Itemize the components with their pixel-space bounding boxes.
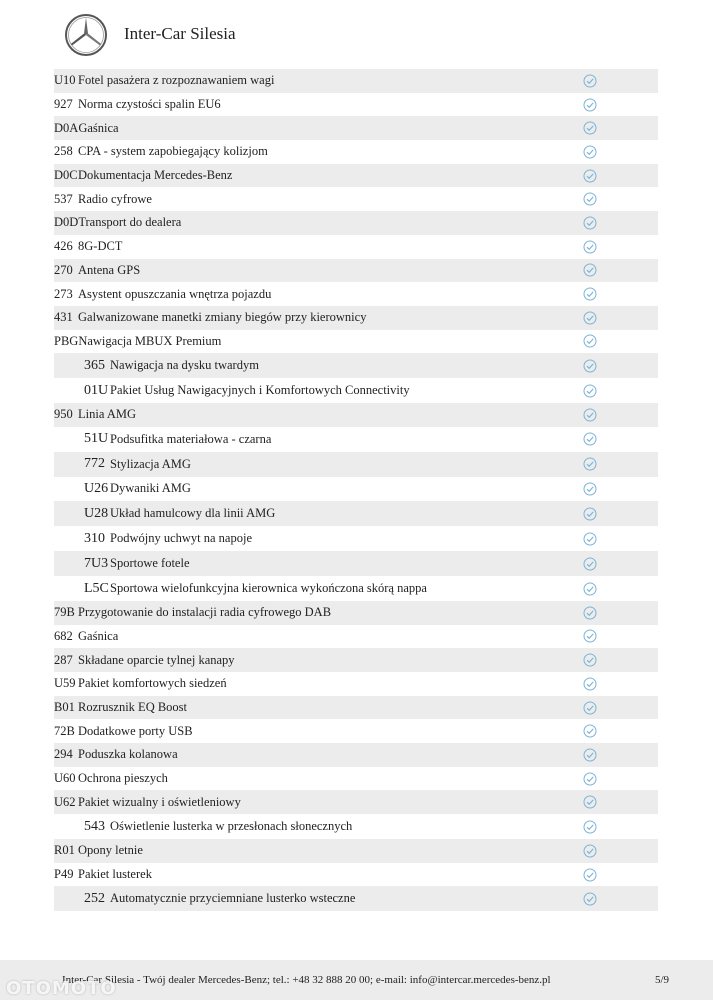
page-header: [0, 0, 713, 68]
option-code: 682: [54, 628, 73, 643]
option-code: 51U: [84, 431, 109, 447]
check-circle-icon: [583, 532, 597, 546]
check-circle-icon: [583, 334, 597, 348]
list-item: [54, 164, 658, 188]
option-label: Sportowe fotele: [110, 556, 190, 571]
option-code: 426: [54, 239, 73, 254]
check-circle-icon: [583, 263, 597, 277]
check-circle-icon: [583, 311, 597, 325]
option-label: Norma czystości spalin EU6: [78, 97, 221, 112]
option-label: Oświetlenie lusterka w przesłonach słonecznych: [110, 819, 353, 834]
list-item: [54, 886, 658, 911]
option-code: U60: [54, 771, 76, 786]
option-label: Podwójny uchwyt na napoje: [110, 531, 252, 546]
check-circle-icon: [583, 192, 597, 206]
list-item: [54, 814, 658, 839]
option-label: Linia AMG: [78, 407, 136, 422]
option-label: Transport do dealera: [78, 215, 182, 230]
list-item: [54, 282, 658, 306]
list-item: [54, 576, 658, 601]
option-code: U62: [54, 794, 76, 809]
option-code: 270: [54, 262, 73, 277]
list-item: [54, 211, 658, 235]
option-label: Dokumentacja Mercedes-Benz: [78, 168, 233, 183]
option-label: CPA - system zapobiegający kolizjom: [78, 144, 268, 159]
option-label: Podsufitka materiałowa - czarna: [110, 431, 272, 446]
option-label: Gaśnica: [78, 120, 119, 135]
option-code: D0C: [54, 168, 78, 183]
option-code: 258: [54, 144, 73, 159]
list-item: [54, 427, 658, 452]
option-label: Pakiet Usług Nawigacyjnych i Komfortowych Connectivity: [110, 383, 410, 398]
list-item: [54, 187, 658, 211]
option-label: Rozrusznik EQ Boost: [78, 700, 188, 715]
option-label: Fotel pasażera z rozpoznawaniem wagi: [78, 73, 275, 88]
list-item: [54, 378, 658, 403]
check-circle-icon: [583, 748, 597, 762]
list-item: [54, 551, 658, 576]
option-code: 365: [84, 357, 105, 373]
check-circle-icon: [583, 169, 597, 183]
option-code: PBG: [54, 333, 79, 348]
option-code: 287: [54, 652, 73, 667]
list-item: [54, 501, 658, 526]
check-circle-icon: [583, 820, 597, 834]
option-code: U10: [54, 73, 76, 88]
option-label: Nawigacja MBUX Premium: [78, 333, 222, 348]
option-code: D0D: [54, 215, 79, 230]
option-code: 01U: [84, 382, 109, 398]
check-circle-icon: [583, 844, 597, 858]
check-circle-icon: [583, 240, 597, 254]
check-circle-icon: [583, 677, 597, 691]
option-code: 950: [54, 407, 73, 422]
list-item: [54, 93, 658, 117]
option-code: 294: [54, 747, 73, 762]
check-circle-icon: [583, 408, 597, 422]
option-code: U59: [54, 676, 76, 691]
option-label: Układ hamulcowy dla linii AMG: [110, 506, 276, 521]
list-item: [54, 863, 658, 887]
option-code: L5C: [84, 580, 109, 596]
option-code: R01: [54, 843, 75, 858]
list-item: [54, 140, 658, 164]
option-code: 72B: [54, 723, 75, 738]
option-label: Pakiet komfortowych siedzeń: [78, 676, 227, 691]
watermark-logo: OTOMOTO: [6, 978, 117, 999]
option-code: 79B: [54, 605, 75, 620]
list-item: [54, 719, 658, 743]
list-item: [54, 353, 658, 378]
list-item: [54, 625, 658, 649]
check-circle-icon: [583, 868, 597, 882]
check-circle-icon: [583, 359, 597, 373]
check-circle-icon: [583, 145, 597, 159]
option-label: Radio cyfrowe: [78, 191, 152, 206]
check-circle-icon: [583, 384, 597, 398]
option-label: Automatycznie przyciemniane lusterko wsteczne: [110, 891, 356, 906]
list-item: [54, 69, 658, 93]
check-circle-icon: [583, 432, 597, 446]
option-code: D0A: [54, 120, 79, 135]
check-circle-icon: [583, 724, 597, 738]
page-number: 5/9: [654, 974, 669, 986]
list-item: [54, 767, 658, 791]
check-circle-icon: [583, 457, 597, 471]
check-circle-icon: [583, 98, 597, 112]
check-circle-icon: [583, 606, 597, 620]
equipment-list: [54, 69, 658, 911]
list-item: [54, 648, 658, 672]
option-code: 543: [84, 818, 105, 834]
option-code: P49: [54, 867, 74, 882]
option-label: Ochrona pieszych: [78, 771, 168, 786]
list-item: [54, 116, 658, 140]
option-code: 7U3: [84, 555, 109, 571]
list-item: [54, 259, 658, 283]
list-item: [54, 696, 658, 720]
option-label: Stylizacja AMG: [110, 456, 191, 471]
check-circle-icon: [583, 701, 597, 715]
option-label: Pakiet wizualny i oświetleniowy: [78, 794, 241, 809]
option-code: 537: [54, 191, 73, 206]
option-code: 252: [84, 890, 105, 906]
list-item: [54, 672, 658, 696]
option-label: Dodatkowe porty USB: [78, 723, 193, 738]
list-item: [54, 477, 658, 502]
check-circle-icon: [583, 74, 597, 88]
dealer-name: Inter-Car Silesia: [124, 24, 236, 43]
option-label: Składane oparcie tylnej kanapy: [78, 652, 235, 667]
footer-contact: Inter-Car Silesia - Twój dealer Mercedes-Benz; tel.: +48 32 888 20 00; e-mail: info@intercar.mercedes-benz.pl: [62, 974, 551, 986]
option-code: B01: [54, 700, 75, 715]
option-code: U26: [84, 480, 109, 496]
option-code: 310: [84, 530, 105, 546]
list-item: [54, 839, 658, 863]
mercedes-star-icon: [64, 13, 108, 57]
option-label: Sportowa wielofunkcyjna kierownica wykończona skórą nappa: [110, 581, 427, 595]
check-circle-icon: [583, 121, 597, 135]
list-item: [54, 306, 658, 330]
list-item: [54, 452, 658, 477]
check-circle-icon: [583, 507, 597, 521]
option-code: 273: [54, 286, 73, 301]
option-label: Asystent opuszczania wnętrza pojazdu: [78, 286, 272, 301]
option-code: 927: [54, 97, 73, 112]
list-item: [54, 790, 658, 814]
list-item: [54, 235, 658, 259]
check-circle-icon: [583, 629, 597, 643]
check-circle-icon: [583, 653, 597, 667]
option-label: Opony letnie: [78, 843, 143, 858]
option-code: 431: [54, 310, 73, 325]
check-circle-icon: [583, 287, 597, 301]
check-circle-icon: [583, 482, 597, 496]
check-circle-icon: [583, 216, 597, 230]
check-circle-icon: [583, 772, 597, 786]
list-item: [54, 601, 658, 625]
option-label: Dywaniki AMG: [110, 481, 191, 496]
list-item: [54, 743, 658, 767]
list-item: [54, 330, 658, 354]
list-item: [54, 526, 658, 551]
option-label: Antena GPS: [78, 262, 141, 277]
option-code: U28: [84, 505, 109, 521]
check-circle-icon: [583, 557, 597, 571]
check-circle-icon: [583, 582, 597, 596]
option-label: Przygotowanie do instalacji radia cyfrowego DAB: [78, 605, 332, 620]
option-code: 772: [84, 456, 105, 472]
check-circle-icon: [583, 892, 597, 906]
check-circle-icon: [583, 795, 597, 809]
option-label: Nawigacja na dysku twardym: [110, 358, 259, 373]
list-item: [54, 403, 658, 427]
option-label: 8G-DCT: [78, 239, 123, 254]
option-label: Galwanizowane manetki zmiany biegów przy kierownicy: [78, 310, 367, 325]
option-label: Poduszka kolanowa: [78, 747, 178, 762]
option-label: Gaśnica: [78, 628, 119, 643]
option-label: Pakiet lusterek: [78, 867, 152, 882]
